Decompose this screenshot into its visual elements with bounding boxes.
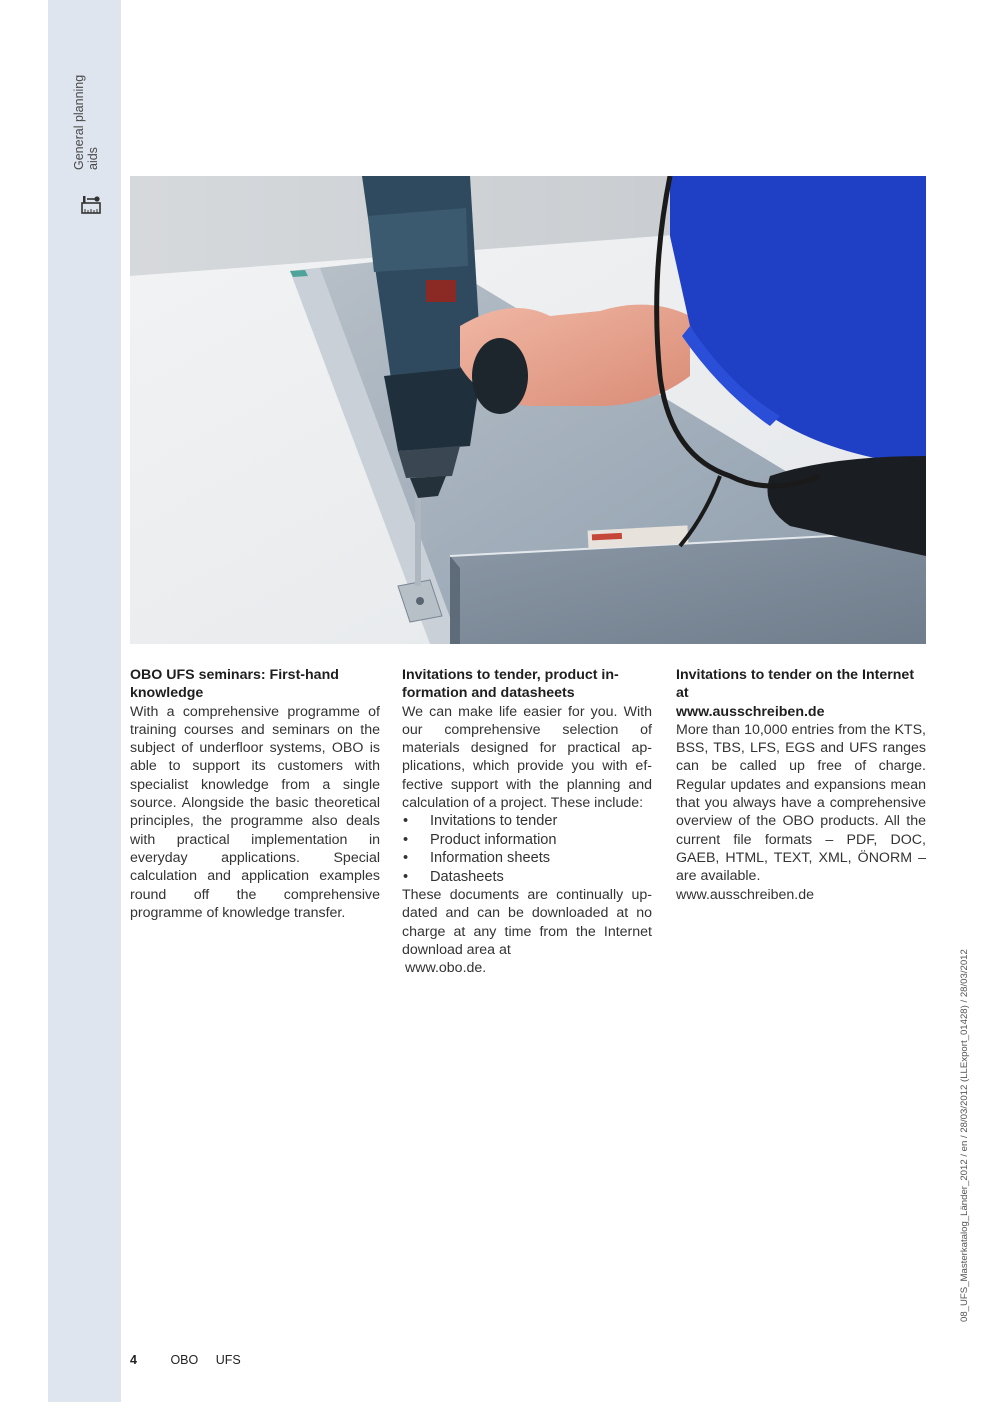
section-label-line1: General planning [72,74,86,170]
page-footer [130,1353,241,1367]
column-tender-documents [402,666,652,977]
column-ausschreiben [676,666,926,904]
tender-documents-outro: These documents are continually updated and can be downloaded at no charge at any time from the Internet download area at [402,887,652,958]
page-number: 4 [130,1353,137,1367]
tender-documents-intro: We can make life easier for you. With our comprehensive selection of materials designed for practical applications, which provide you with effective support with the planning and calculation of a project. These include: [402,703,652,812]
column-seminars [130,666,380,922]
section-label-line2: aids [86,147,100,170]
section-label [72,50,106,170]
photo-drilling-underfloor-duct [130,176,926,644]
ausschreiben-heading: Invitations to tender on the Internet at [676,667,915,702]
ausschreiben-heading-url: www.ausschreiben.de [676,703,825,720]
ausschreiben-link[interactable]: www.ausschreiben.de [676,886,815,903]
ausschreiben-body: More than 10,000 entries from the KTS, BSS, TBS, LFS, EGS and UFS ranges can be called up free of charge. Regular updates and expansions mean that you always have a comprehensive overview of the OBO products. All the current file formats – PDF, DOC, GAEB, HTML, TEXT, XML, ÖNORM – are available. [676,721,926,885]
print-reference-code: 08_UFS_Masterkatalog_Länder_2012 / en / 28/03/2012 (LLExport_01428) / 28/03/2012 [959,949,970,1322]
footer-brand: OBO [170,1353,199,1367]
list-item: • Datasheets [402,868,652,886]
footer-product: UFS [215,1353,241,1367]
list-item: • Information sheets [402,849,652,867]
planning-tools-icon [80,194,102,216]
document-types-list [402,812,652,886]
obo-website-link[interactable]: www.obo.de. [405,960,487,977]
seminars-body: With a comprehensive programme of training courses and seminars on the subject of underfloor systems, OBO is able to support its customers with specialist knowledge from a single source. Alongside the basic theoretical principles, the programme also deals with practical implementation in everyday applications. Special calculation and application examples round off the comprehensive programme of knowledge transfer. [130,703,380,921]
seminars-heading: OBO UFS seminars: First-hand knowledge [130,667,339,702]
list-item: • Invitations to tender [402,812,652,830]
list-item: • Product information [402,831,652,849]
tender-documents-heading: Invitations to tender, product information and datasheets [402,667,619,702]
